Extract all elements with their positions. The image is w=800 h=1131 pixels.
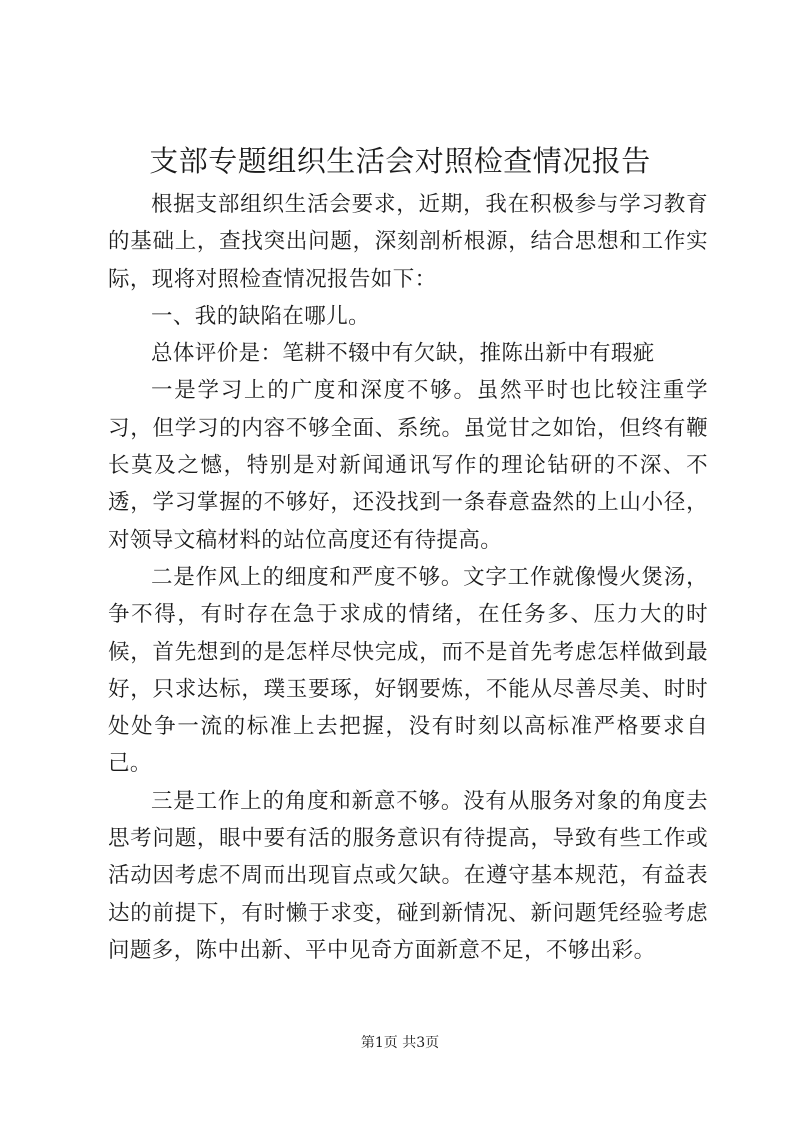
- paragraph-work: 三是工作上的角度和新意不够。没有从服务对象的角度去思考问题，眼中要有活的服务意识有待提高，导致有些工作或活动因考虑不周而出现盲点或欠缺。在遵守基本规范，有益表达的前提下，有时懒于求变，碰到新情况、新问题凭经验考虑问题多，陈中出新、平中见奇方面新意不足，不够出彩。: [108, 788, 708, 963]
- document-body: [108, 186, 708, 969]
- paragraph-study: 一是学习上的广度和深度不够。虽然平时也比较注重学习，但学习的内容不够全面、系统。虽觉甘之如饴，但终有鞭长莫及之憾，特别是对新闻通讯写作的理论钻研的不深、不透，学习掌握的不够好，还没找到一条春意盎然的上山小径，对领导文稿材料的站位高度还有待提高。: [108, 378, 708, 553]
- document-title: 支部专题组织生活会对照检查情况报告: [149, 144, 651, 178]
- paragraph-style: 二是作风上的细度和严度不够。文字工作就像慢火煲汤，争不得，有时存在急于求成的情绪，在任务多、压力大的时候，首先想到的是怎样尽快完成，而不是首先考虑怎样做到最好，只求达标，璞玉要琢，好钢要炼，不能从尽善尽美、时时处处争一流的标准上去把握，没有时刻以高标准严格要求自己。: [108, 564, 708, 777]
- section-heading: 一、我的缺陷在哪儿。: [151, 303, 371, 329]
- page-number-footer: 第1页 共3页: [360, 1035, 440, 1051]
- paragraph-overall-evaluation: 总体评价是：笔耕不辍中有欠缺，推陈出新中有瑕疵: [151, 341, 655, 367]
- paragraph-intro: 根据支部组织生活会要求，近期，我在积极参与学习教育的基础上，查找突出问题，深刻剖析根源，结合思想和工作实际，现将对照检查情况报告如下：: [108, 192, 708, 292]
